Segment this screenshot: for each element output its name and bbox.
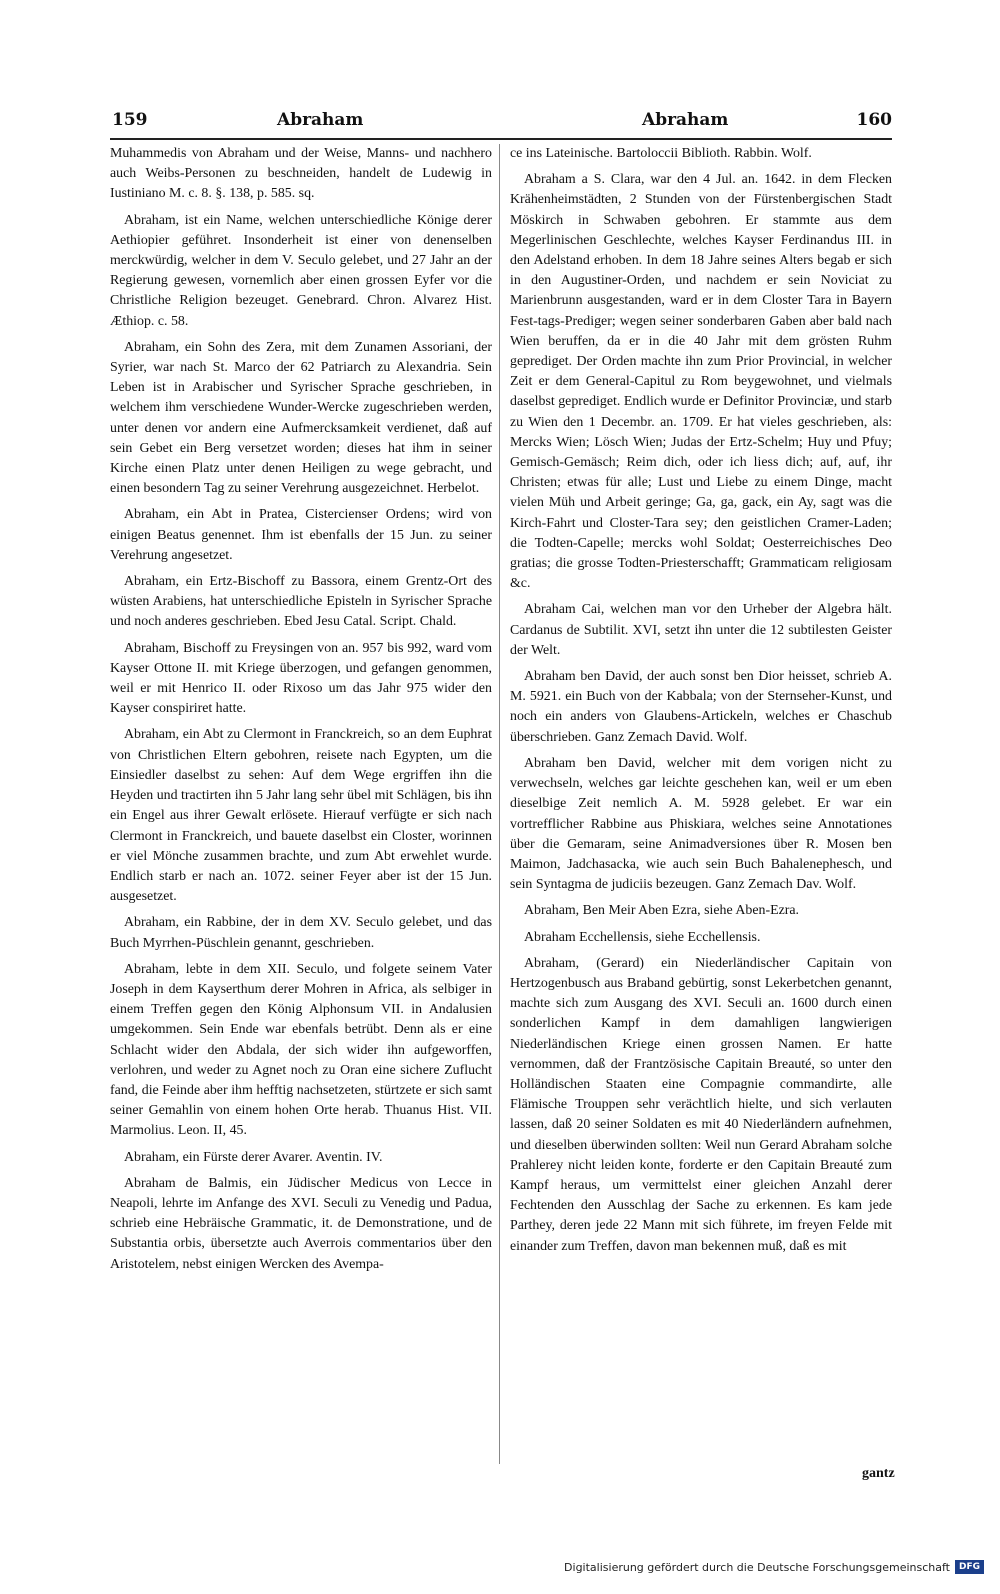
digitization-footer	[564, 1560, 984, 1574]
entry-text: Abraham de Balmis, ein Jüdischer Medicus von Lecce in Neapoli, lehrte im Anfange des XVI. Seculi zu Venedig und Padua, schrieb eine Hebräische Grammatic, it. de Demonstratione, und de Substantia orbis, übersetzte auch Averrois commentarios über den Aristotelem, nebst einigen Wercken des Avempa-	[110, 1175, 492, 1272]
column-divider	[499, 144, 500, 1464]
entry-text: Abraham a S. Clara, war den 4 Jul. an. 1642. in dem Flecken Krähenheimstädten, 2 Stunden von der Fürstenbergischen Stadt Möskirch in Schwaben gebohren. Er stammte aus dem Megerlinischen Geschlechte, welches Kayser Ferdinandus III. in den Adelstand erhoben. In dem 18 Jahre seines Alters begab er sich in den Augustiner-Orden, und nachdem er sein Noviciat zu Marienbrunn ausgestanden, ward er in dem Closter Tara in Bayern Fest-tags-Prediger; wegen seiner sonderbaren Gaben aber bald nach Wien beruffen, da er in die 40 Jahr mit dem grösten Ruhm geprediget. Der Orden machte ihn zum Prior Provincial, in welcher Zeit er dem General-Capitul zu Rom beygewohnet, und vielmals daselbst geprediget. Endlich wurde er Definitor Provinciæ, und starb zu Wien den 1 Decembr. an. 1709. Er hat vieles geschrieben, als: Mercks Wien; Lösch Wien; Judas der Ertz-Schelm; Huy und Pfuy; Gemisch-Gemäsch; Reim dich, oder ich liess dich; auf, auf, ihr Christen; etwas für alle; Lust und Liebe zu einem Dinge, macht vielen Müh und Arbeit geringe; Ga, ga, gack, ein Ay, sagt was die Kirch-Fahrt und Closter-Tara sey; den geistlichen Cramer-Laden; die Todten-Capelle; mercks wohl Soldat; Oesterreichisches Deo gratias; die grosse Todten-Priesterschafft; Grammaticam religiosam &c.	[510, 172, 892, 592]
right-column	[510, 144, 892, 1263]
entry-text: Abraham, (Gerard) ein Niederländischer Capitain von Hertzogenbusch aus Braband gebürtig, sonst Lekerbetchen genannt, machte sich zum Ausgang des XVI. Seculi an. 1600 durch einen sonderlichen Kampf in dem damahligen langwierigen Niederländischen Kriege einen grossen Namen. Er hatte vernommen, daß der Frantzösische Capitain Breauté, so unter den Holländischen Staaten eine Compagnie commandirte, alle Flämische Trouppen sehr verächtlich hielte, und sich verlauten lassen, daß 20 seiner Soldaten es mit 40 Niederländern aufnehmen, und dieselben überwinden sollten: Weil nun Gerard Abraham solche Prahlerey nicht leiden konte, forderte er den Capitain Breauté zum Kampf heraus, um vermittelst einer gleichen Anzahl derer Fechtenden den Ausschlag der Sache zu erkennen. Es kam jede Parthey, deren jede 22 Mann mit sich führete, im freyen Felde mit einander zum Treffen, davon man bekennen muß, daß es mit	[510, 955, 892, 1254]
entry-text: Abraham, ein Abt zu Clermont in Franckreich, so an dem Euphrat von Christlichen Eltern gebohren, reisete nach Egypten, um die Einsiedler daselbst zu sehen: Auf dem Wege ergriffen ihn die Heyden und tractirten ihn 5 Jahr lang sehr übel mit Schlägen, bis ihn ein Engel aus ihrer Gewalt erlösete. Hierauf verfügte er sich nach Clermont in Franckreich, und bauete daselbst ein Closter, worinnen er viel Mönche zusammen brachte, und zum Abt erwehlet wurde. Endlich starb er nach an. 1072. seiner Feyer aber ist der 15 Jun. ausgesetzet.	[110, 727, 492, 905]
entry-text: Abraham, lebte in dem XII. Seculo, und folgete seinem Vater Joseph in dem Kayserthum derer Mohren in Africa, als selbiger in einem Treffen gegen den König Alphonsum VII. in Andalusien umgekommen. Sein Ende war ebenfals betrübt. Denn als er eine Schlacht wider den Abdala, der sich wider ihn aufgeworffen, verlohren, und weder zu Agnet noch zu Oran eine sichere Zuflucht fand, die Feinde aber ihm hefftig nachsetzeten, stürtzete er sich samt seiner Gemahlin von einem hohen Orte herab. Thuanus Hist. VII. Marmolius. Leon. II, 45.	[110, 961, 492, 1139]
entry-text: Abraham Cai, welchen man vor den Urheber der Algebra hält. Cardanus de Subtilit. XVI, setzt ihn unter die 12 subtilesten Geister der Welt.	[510, 602, 892, 658]
entry-text: Abraham ben David, welcher mit dem vorigen nicht zu verwechseln, welches gar leichte geschehen kan, weil er um eben dieselbige Zeit nemlich A. M. 5928 gelebet. Er war ein vortrefflicher Rabbine aus Phiskiara, welches seine Annotationes über die Gemaram, seine Animadversiones über R. Mosen ben Maimon, Jadchasacka, wie auch sein Buch Bahalenephesch, und sein Syntagma de judiciis bezeugen. Ganz Zemach Dav. Wolf.	[510, 755, 892, 893]
left-column	[110, 144, 492, 1281]
entry-text: Abraham, ein Fürste derer Avarer. Aventin. IV.	[124, 1149, 383, 1165]
entry-text: Abraham Ecchellensis, siehe Ecchellensis.	[524, 929, 761, 945]
entry-text: Abraham ben David, der auch sonst ben Dior heisset, schrieb A. M. 5921. ein Buch von der Kabbala; von der Sternseher-Kunst, und noch ein anders von Glaubens-Artickeln, welches er Chaschub überschrieben. Ganz Zemach David. Wolf.	[510, 669, 892, 745]
page-header	[112, 110, 892, 136]
running-head-right: Abraham	[642, 110, 729, 130]
running-head-left: Abraham	[277, 110, 364, 130]
page-number-right: 160	[856, 110, 892, 130]
header-rule	[110, 138, 892, 140]
entry-text: Abraham, Ben Meir Aben Ezra, siehe Aben-Ezra.	[524, 903, 800, 919]
footer-credit: Digitalisierung gefördert durch die Deutsche Forschungsgemeinschaft	[564, 1560, 950, 1574]
page-number-left: 159	[112, 110, 148, 130]
dfg-logo-icon: DFG	[955, 1560, 984, 1574]
entry-text: Abraham, ein Ertz-Bischoff zu Bassora, einem Grentz-Ort des wüsten Arabiens, hat unterschiedliche Episteln in Syrischer Sprache und noch anderes geschrieben. Ebed Jesu Catal. Script. Chald.	[110, 574, 492, 630]
entry-text: Abraham, ein Sohn des Zera, mit dem Zunamen Assoriani, der Syrier, war nach St. Marco der 62 Patriarch zu Alexandria. Sein Leben ist in Arabischer und Syrischer Sprache geschrieben, in welchem ihm verschiedene Wunder-Wercke zugeschrieben werden, unter denen vor andern eine Aufmercksamkeit verdienet, daß auf sein Gebet ein Berg versetzet worden; dieses hat ihm in seiner Kirche einen Platz unter denen Heiligen zu wege gebracht, und einen besondern Tag zu seiner Verehrung ausgezeichnet. Herbelot.	[110, 339, 492, 497]
entry-text: Abraham, ein Rabbine, der in dem XV. Seculo gelebet, und das Buch Myrrhen-Püschlein genannt, geschrieben.	[110, 915, 492, 951]
entry-text: Abraham, ist ein Name, welchen unterschiedliche Könige derer Aethiopier geführet. Insonderheit ist einer von denenselben merckwürdig, welcher in dem V. Seculo gelebet, und 27 Jahr an der Regierung gewesen, vornemlich aber einen grossen Eyfer vor die Christliche Religion bezeuget. Genebrard. Chron. Alvarez Hist. Æthiop. c. 58.	[110, 212, 492, 329]
entry-text: ce ins Lateinische. Bartoloccii Biblioth. Rabbin. Wolf.	[510, 146, 812, 161]
catchword: gantz	[862, 1466, 895, 1481]
entry-text: Abraham, Bischoff zu Freysingen von an. 957 bis 992, ward vom Kayser Ottone II. mit Kriege überzogen, und gefangen genommen, weil er mit Henrico II. oder Rixoso um das Jahr 975 wider den Kayser conspiriret hatte.	[110, 640, 492, 717]
entry-text: Muhammedis von Abraham und der Weise, Manns- und nachhero auch Weibs-Personen zu beschneiden, handelt de Ludewig in Iustiniano M. c. 8. §. 138, p. 585. sq.	[110, 146, 492, 202]
entry-text: Abraham, ein Abt in Pratea, Cistercienser Ordens; wird von einigen Beatus genennet. Ihm ist ebenfalls der 15 Jun. zu seiner Verehrung angesetzet.	[110, 507, 492, 563]
